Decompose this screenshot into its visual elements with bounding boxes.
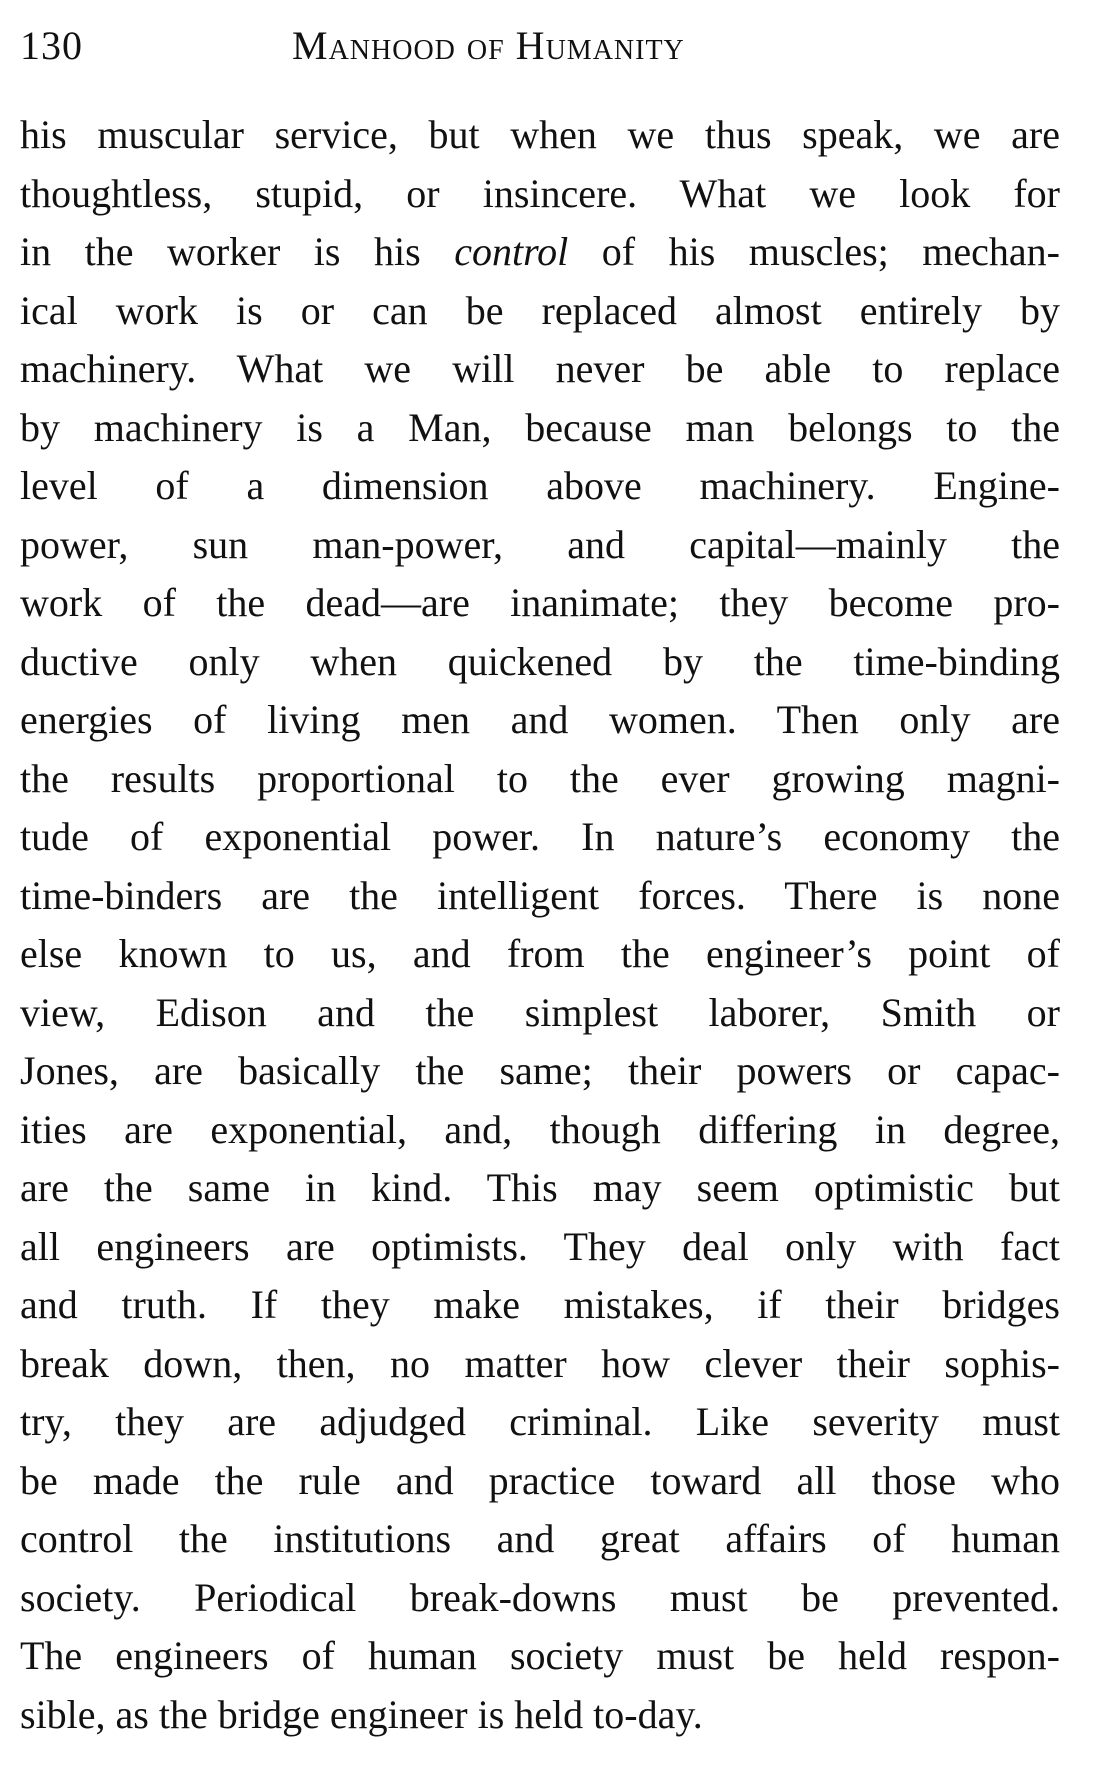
text-line: else known to us, and from the engineer’s point of: [20, 931, 1060, 976]
text-line: level of a dimension above machinery. Engine-: [20, 463, 1060, 508]
running-title: Manhood of Humanity: [292, 23, 685, 68]
text-line: time-binders are the intelligent forces. There is none: [20, 872, 1060, 918]
text-line: his muscular service, but when we thus speak, we are: [20, 112, 1060, 157]
text-line: view, Edison and the simplest laborer, Smith or: [20, 989, 1060, 1035]
text-line: try, they are adjudged criminal. Like severity must: [20, 1399, 1060, 1444]
text-line: the results proportional to the ever growing magni-: [20, 755, 1060, 801]
text-line: by machinery is a Man, because man belongs to the: [20, 404, 1060, 450]
text-line: energies of living men and women. Then only are: [20, 697, 1060, 742]
page-number: 130: [20, 23, 83, 68]
text-line: ical work is or can be replaced almost entirely by: [20, 287, 1060, 333]
text-line: power, sun man-power, and capital—mainly the: [20, 521, 1060, 567]
text-line: break down, then, no matter how clever their sophis-: [20, 1340, 1060, 1386]
text-line: all engineers are optimists. They deal only with fact: [20, 1223, 1060, 1269]
text-line: sible, as the bridge engineer is held to-day.: [20, 1691, 703, 1737]
body-paragraph: [20, 106, 1060, 1744]
text-line: work of the dead—are inanimate; they become pro-: [20, 580, 1060, 625]
text-line: tude of exponential power. In nature’s economy the: [20, 814, 1060, 859]
text-line: Jones, are basically the same; their powers or capac-: [20, 1048, 1060, 1093]
text-line: are the same in kind. This may seem optimistic but: [20, 1165, 1060, 1210]
text-line: ductive only when quickened by the time-binding: [20, 638, 1060, 684]
text-line: be made the rule and practice toward all those who: [20, 1457, 1060, 1503]
text-line: control the institutions and great affairs of human: [20, 1516, 1060, 1561]
text-line: thoughtless, stupid, or insincere. What we look for: [20, 170, 1060, 216]
text-line: in the worker is his control of his muscles; mechan-: [20, 229, 1060, 274]
text-line: society. Periodical break-downs must be prevented.: [20, 1574, 1060, 1620]
text-line: and truth. If they make mistakes, if their bridges: [20, 1282, 1060, 1327]
page-header: [20, 14, 1060, 74]
emphasis-text: control: [454, 229, 569, 274]
text-line: machinery. What we will never be able to replace: [20, 346, 1060, 391]
text-line: The engineers of human society must be held respon-: [20, 1633, 1060, 1678]
text-line: ities are exponential, and, though differing in degree,: [20, 1106, 1060, 1152]
